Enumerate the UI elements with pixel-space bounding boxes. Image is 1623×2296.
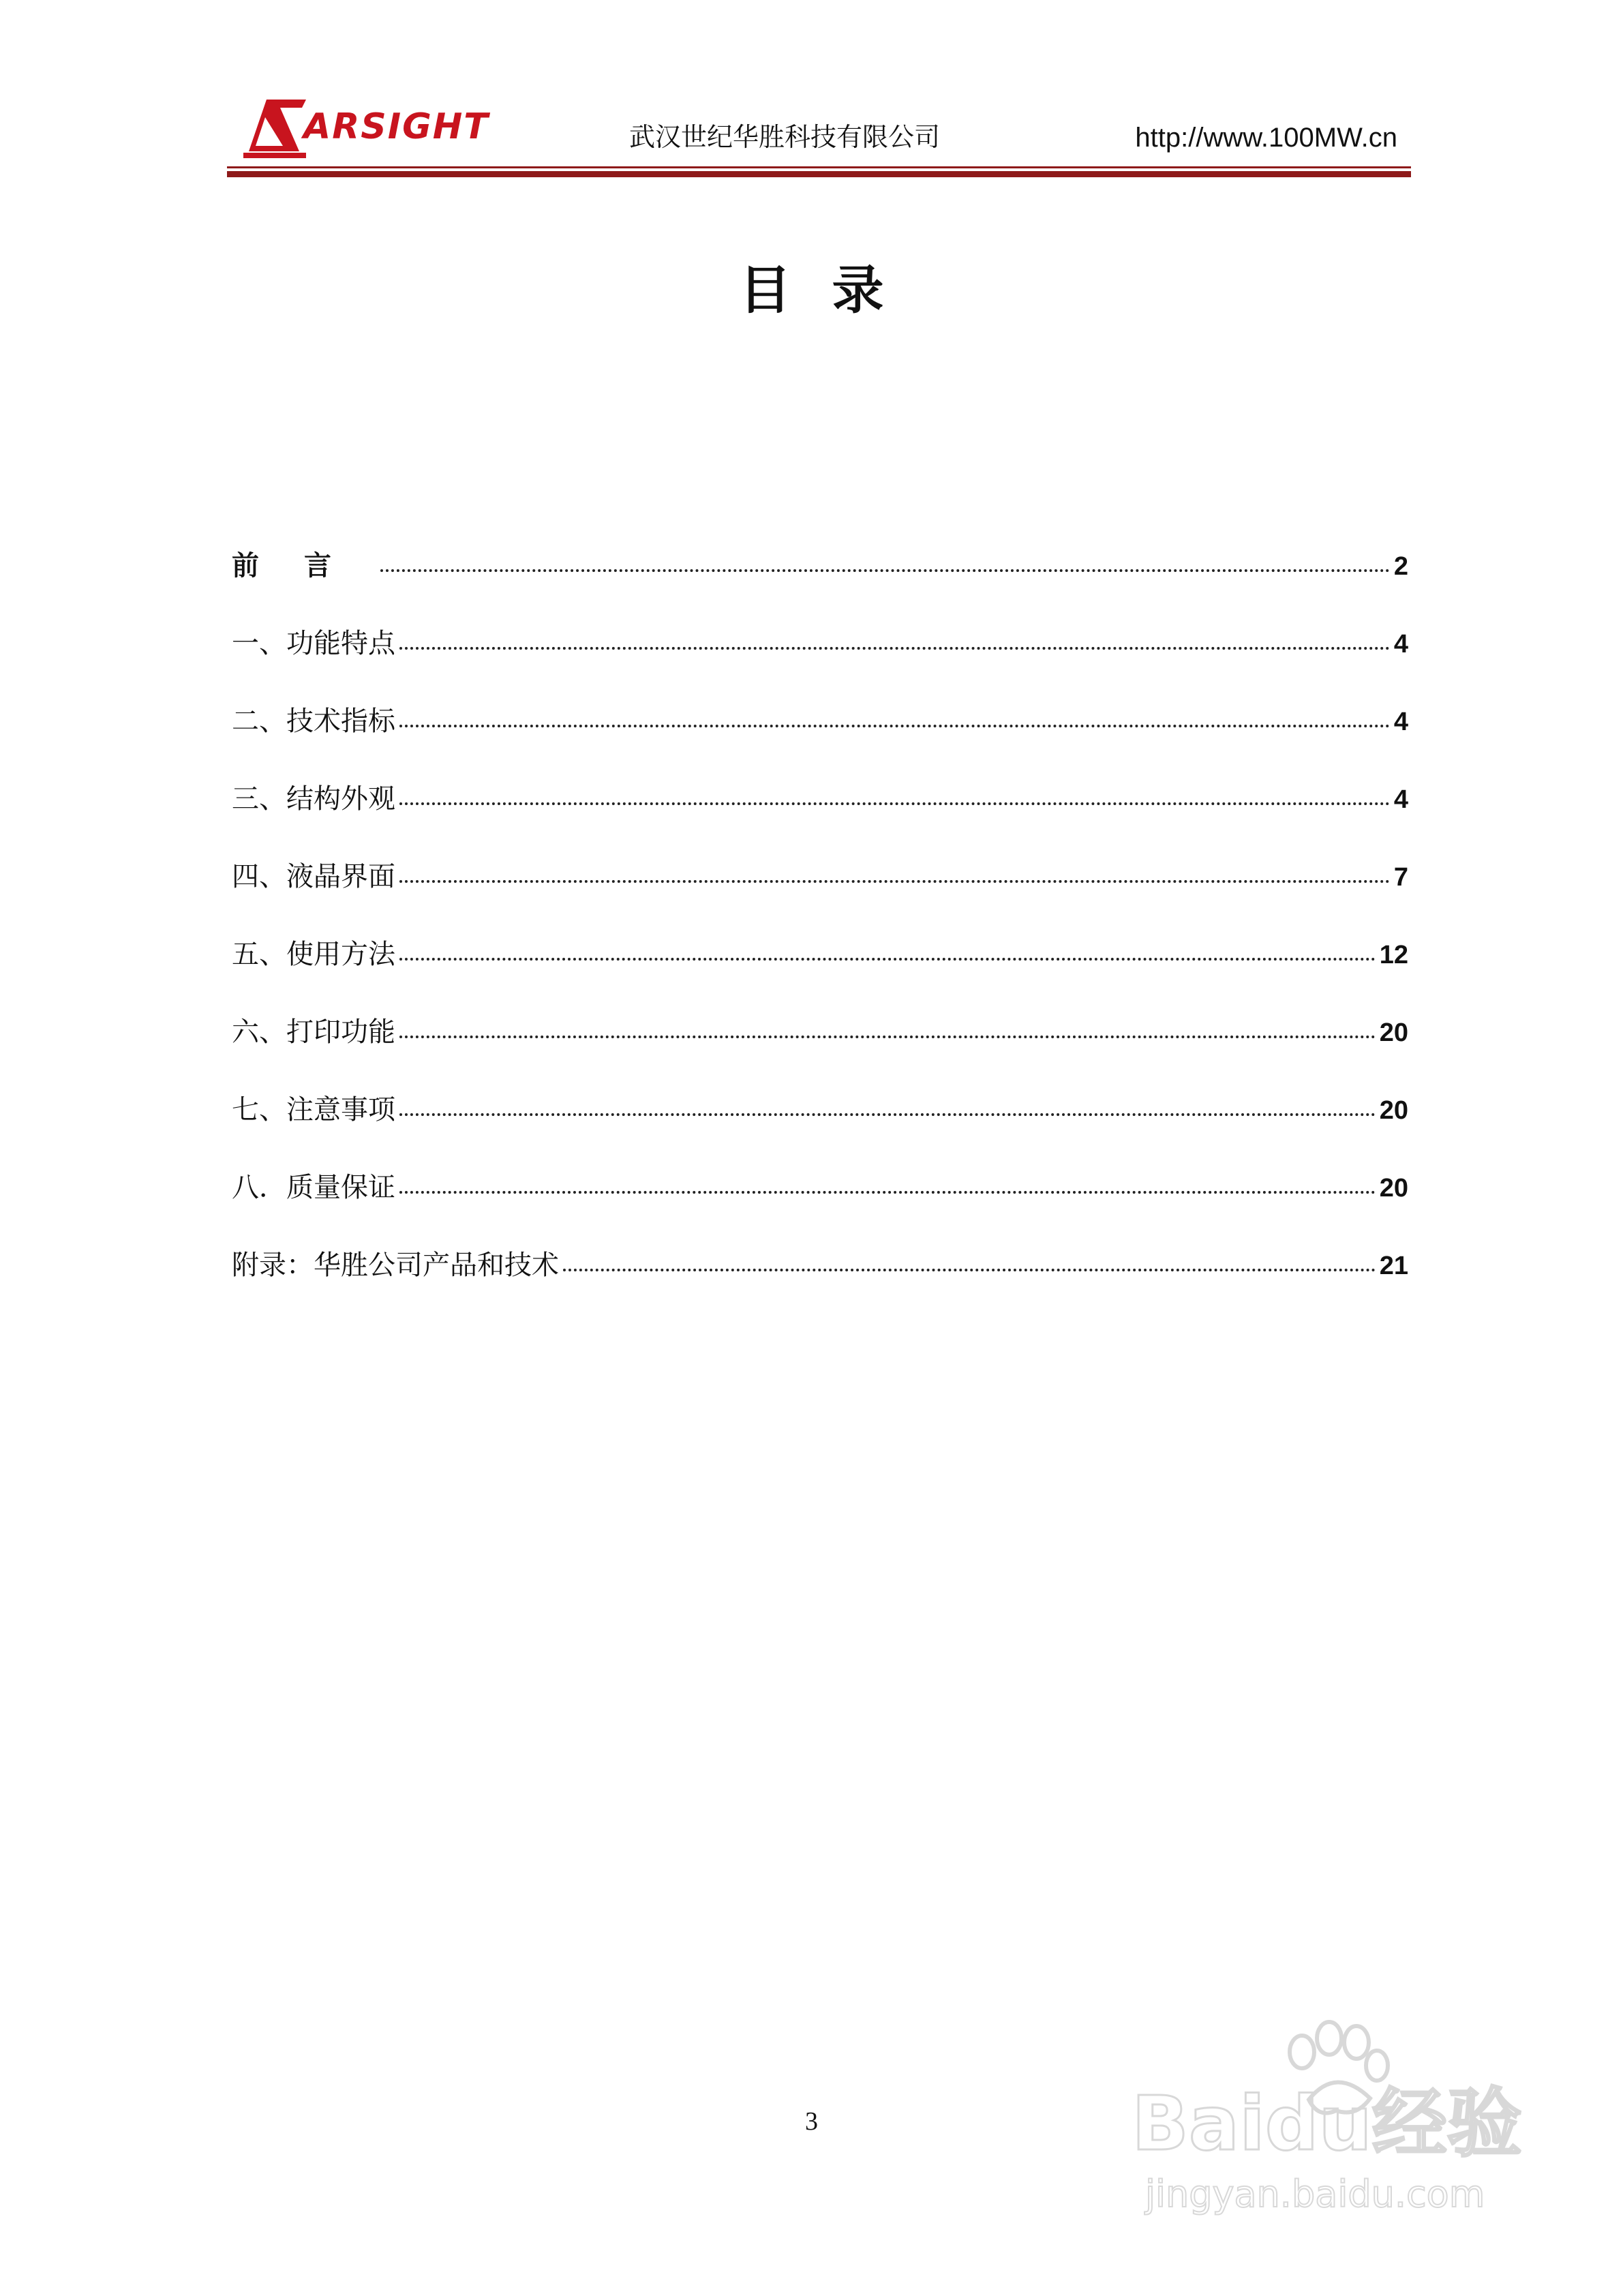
toc-dot-leader: [399, 1113, 1376, 1116]
watermark-url: jingyan.baidu.com: [1145, 2173, 1485, 2216]
page-title: 目录: [739, 260, 925, 320]
toc-entry-page: 20: [1379, 1018, 1408, 1047]
toc-dot-leader: [563, 1269, 1376, 1271]
toc-entry-label: 附录：华胜公司产品和技术: [232, 1250, 559, 1281]
toc-dot-leader: [399, 647, 1390, 650]
watermark-brand: Baidu经验: [1132, 2080, 1522, 2167]
toc-entry[interactable]: [232, 1018, 1408, 1096]
toc-dot-leader: [399, 958, 1376, 961]
toc-entry-label: 三、结构外观: [232, 783, 395, 815]
toc-entry-page: 4: [1393, 630, 1408, 659]
toc-entry[interactable]: [232, 785, 1408, 863]
toc-entry[interactable]: [232, 552, 1408, 630]
baidu-watermark: [1132, 2018, 1609, 2222]
toc-dot-leader: [399, 1036, 1376, 1038]
toc-entry-page: 20: [1379, 1174, 1408, 1203]
toc-dot-leader: [399, 802, 1390, 805]
header-rule-thick: [227, 171, 1411, 177]
toc-entry[interactable]: [232, 1096, 1408, 1174]
company-name: 武汉世纪华胜科技有限公司: [629, 122, 941, 152]
table-of-contents: [232, 552, 1408, 1329]
toc-entry-page: 7: [1393, 863, 1408, 892]
toc-entry-label: 前言: [232, 550, 376, 581]
logo-mark-icon: [241, 97, 309, 160]
toc-dot-leader: [399, 880, 1390, 883]
toc-entry-page: 12: [1379, 941, 1408, 969]
toc-entry-page: 2: [1393, 552, 1408, 581]
logo-text: ARSIGHT: [303, 106, 489, 147]
toc-entry-page: 4: [1393, 708, 1408, 736]
toc-dot-leader: [380, 569, 1390, 572]
toc-entry-label: 二、技术指标: [232, 706, 395, 737]
toc-entry-label: 五、使用方法: [232, 939, 395, 970]
toc-entry-label: 一、功能特点: [232, 628, 395, 659]
toc-entry-page: 21: [1379, 1252, 1408, 1280]
toc-entry-label: 六、打印功能: [232, 1016, 395, 1048]
toc-entry-label: 八．质量保证: [232, 1172, 395, 1203]
toc-entry-page: 4: [1393, 785, 1408, 814]
toc-entry[interactable]: [232, 863, 1408, 941]
toc-entry[interactable]: [232, 1252, 1408, 1329]
toc-dot-leader: [399, 1191, 1376, 1194]
toc-entry[interactable]: [232, 1174, 1408, 1252]
website-url: http://www.100MW.cn: [1135, 123, 1397, 153]
company-logo: [241, 97, 489, 160]
toc-entry-label: 四、液晶界面: [232, 861, 395, 892]
toc-entry-page: 20: [1379, 1096, 1408, 1125]
toc-entry[interactable]: [232, 708, 1408, 785]
toc-entry[interactable]: [232, 941, 1408, 1018]
toc-dot-leader: [399, 725, 1390, 727]
page-number: 3: [805, 2107, 818, 2136]
page-header: [227, 95, 1411, 184]
header-rule-thin: [227, 166, 1411, 168]
toc-entry[interactable]: [232, 630, 1408, 708]
toc-entry-label: 七、注意事项: [232, 1094, 395, 1126]
